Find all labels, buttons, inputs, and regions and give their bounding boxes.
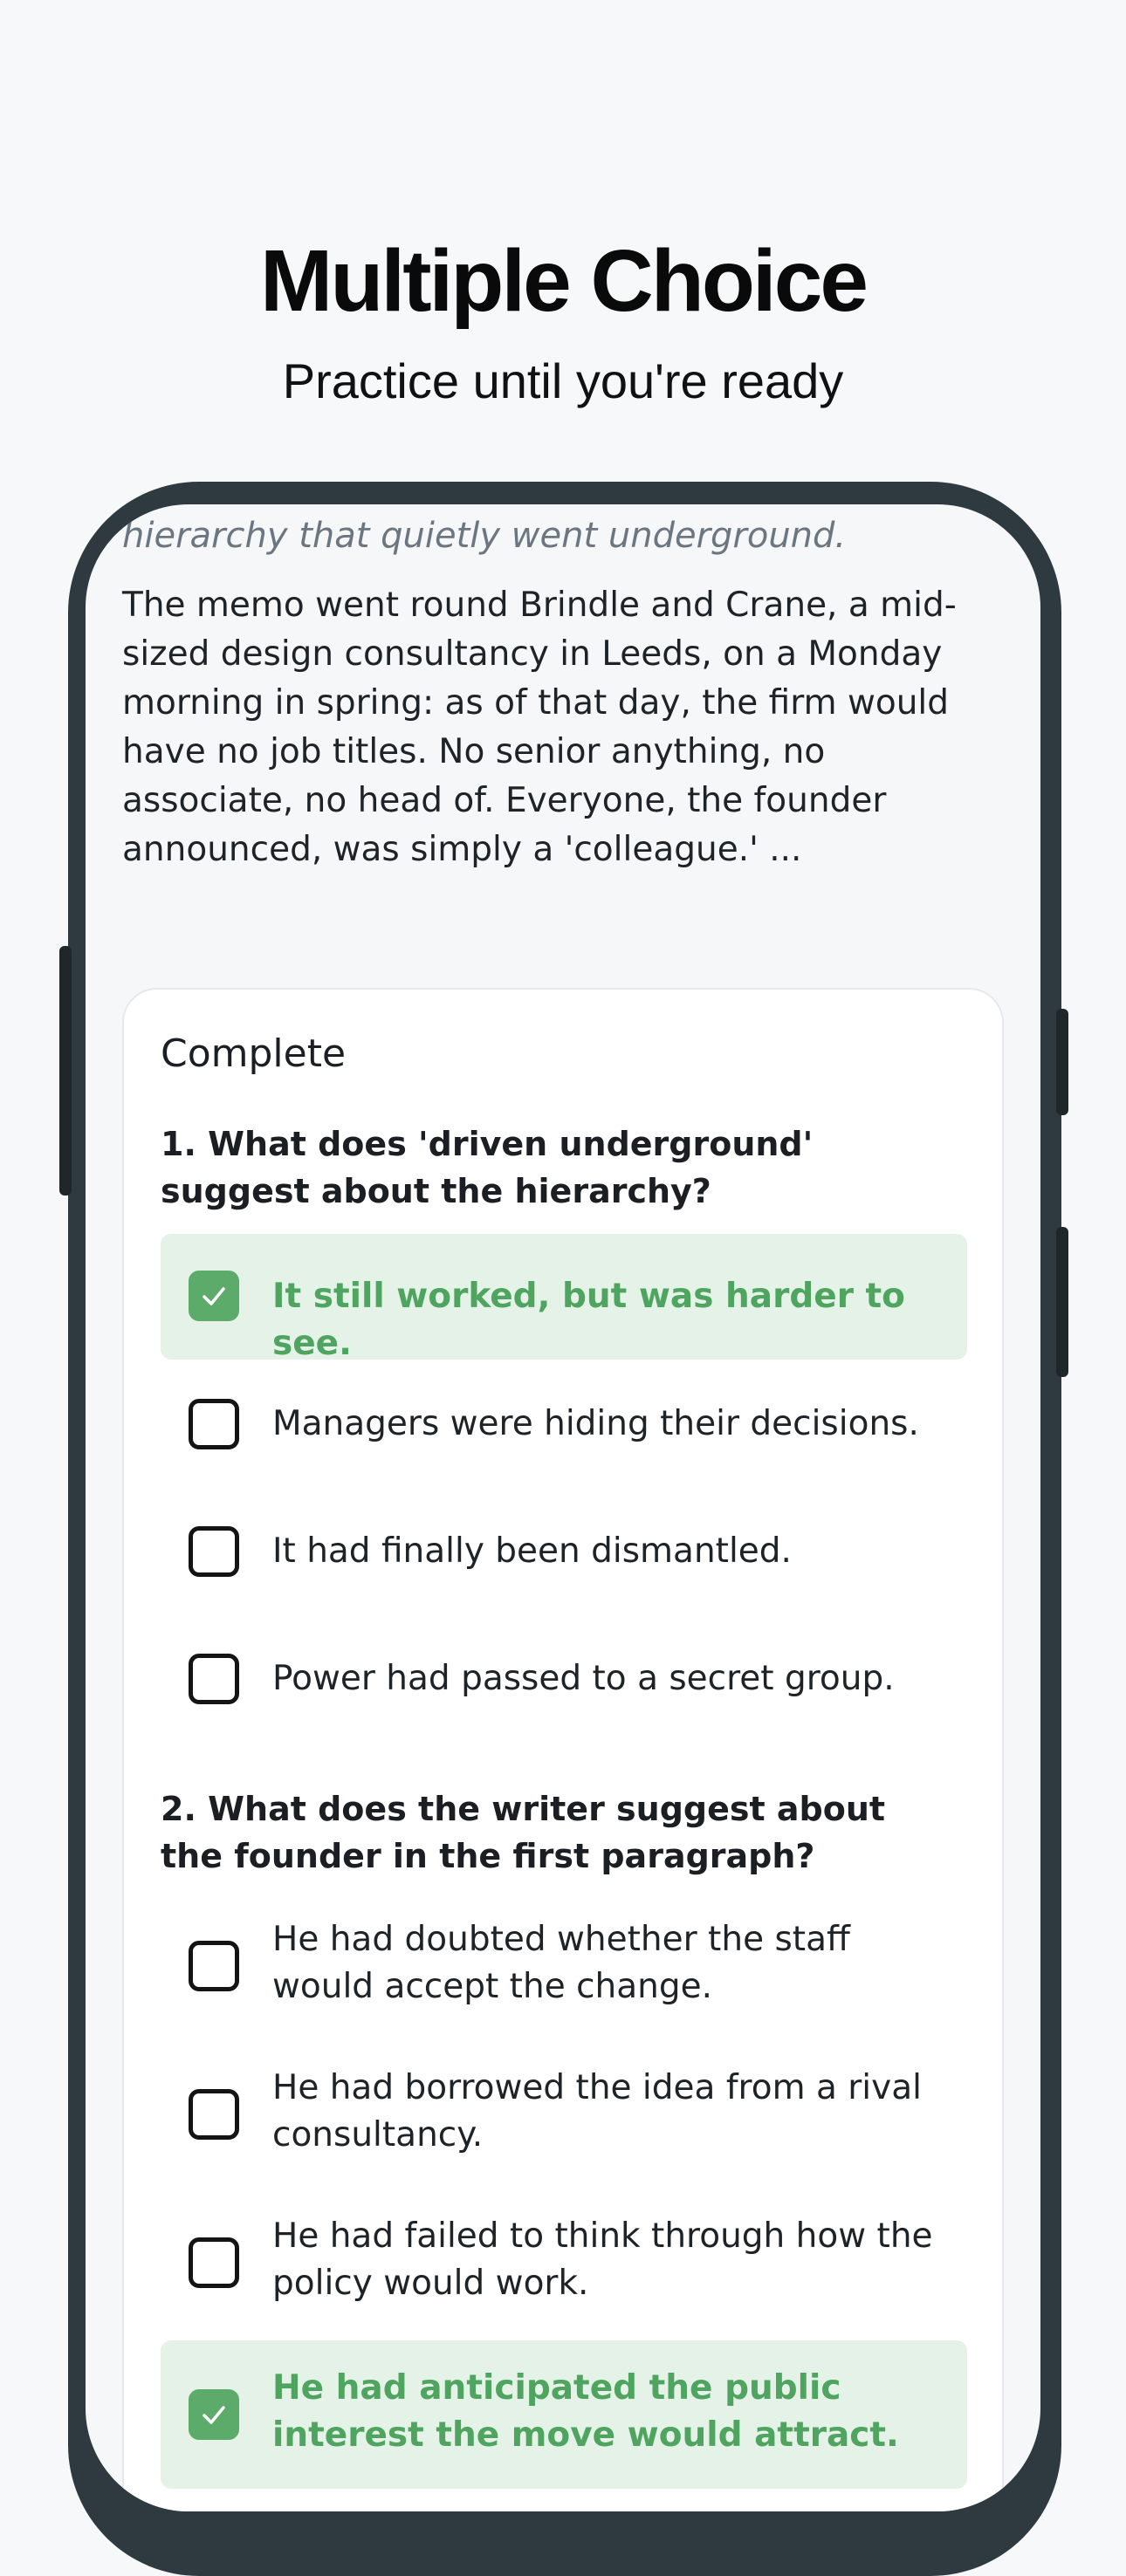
answer-option-label: Power had passed to a secret group. bbox=[272, 1659, 895, 1698]
checkbox-checked[interactable] bbox=[189, 2389, 239, 2440]
answer-option-label: It still worked, but was harder to see. bbox=[272, 1277, 905, 1363]
passage-partial-line: hierarchy that quietly went underground. bbox=[122, 516, 847, 556]
reading-passage: The memo went round Brindle and Crane, a mid-sized design consultancy in Leeds, on a Monday morning in spring: as of that day, the firm would have no job titles. No senior anything, no associate, no head of. Everyone, the founder announced, was simply a 'colleague.' ... bbox=[122, 586, 957, 869]
checkbox[interactable] bbox=[189, 1941, 239, 1991]
question-text: 1. What does 'driven underground' suggest about the hierarchy? bbox=[161, 1125, 814, 1210]
phone-side-button bbox=[1056, 1227, 1068, 1377]
quiz-card bbox=[122, 988, 1004, 2511]
answer-option[interactable] bbox=[161, 1892, 967, 2040]
quiz-status: Complete bbox=[161, 1031, 347, 1076]
answer-option-label: It had finally been dismantled. bbox=[272, 1531, 792, 1571]
checkbox[interactable] bbox=[189, 2089, 239, 2140]
page-subtitle: Practice until you're ready bbox=[282, 353, 844, 408]
answer-option-label: He had anticipated the public interest the move would attract. bbox=[272, 2368, 899, 2455]
answer-option[interactable] bbox=[161, 1234, 967, 1363]
phone-side-button bbox=[59, 946, 72, 1196]
answer-option-label: He had failed to think through how the policy would work. bbox=[272, 2216, 933, 2303]
answer-option[interactable] bbox=[161, 2040, 967, 2189]
page-title: Multiple Choice bbox=[260, 232, 866, 330]
phone-screen[interactable] bbox=[86, 504, 1040, 2511]
answer-option[interactable] bbox=[161, 1489, 967, 1614]
checkmark-icon bbox=[200, 1282, 228, 1310]
checkbox[interactable] bbox=[189, 1526, 239, 1577]
checkbox-checked[interactable] bbox=[189, 1271, 239, 1321]
phone-side-button bbox=[1056, 1009, 1068, 1115]
answer-option[interactable] bbox=[161, 2189, 967, 2337]
answer-option-label: He had doubted whether the staff would accept the change. bbox=[272, 1920, 850, 2006]
answer-option-label: Managers were hiding their decisions. bbox=[272, 1404, 919, 1443]
answer-option[interactable] bbox=[161, 1361, 967, 1487]
checkbox[interactable] bbox=[189, 2237, 239, 2288]
question-text: 2. What does the writer suggest about the founder in the first paragraph? bbox=[161, 1790, 886, 1875]
checkbox[interactable] bbox=[189, 1654, 239, 1704]
checkbox[interactable] bbox=[189, 1399, 239, 1449]
answer-option-label: He had borrowed the idea from a rival consultancy. bbox=[272, 2068, 922, 2155]
answer-option[interactable] bbox=[161, 2340, 967, 2489]
checkmark-icon bbox=[200, 2401, 228, 2429]
answer-option[interactable] bbox=[161, 1616, 967, 1742]
